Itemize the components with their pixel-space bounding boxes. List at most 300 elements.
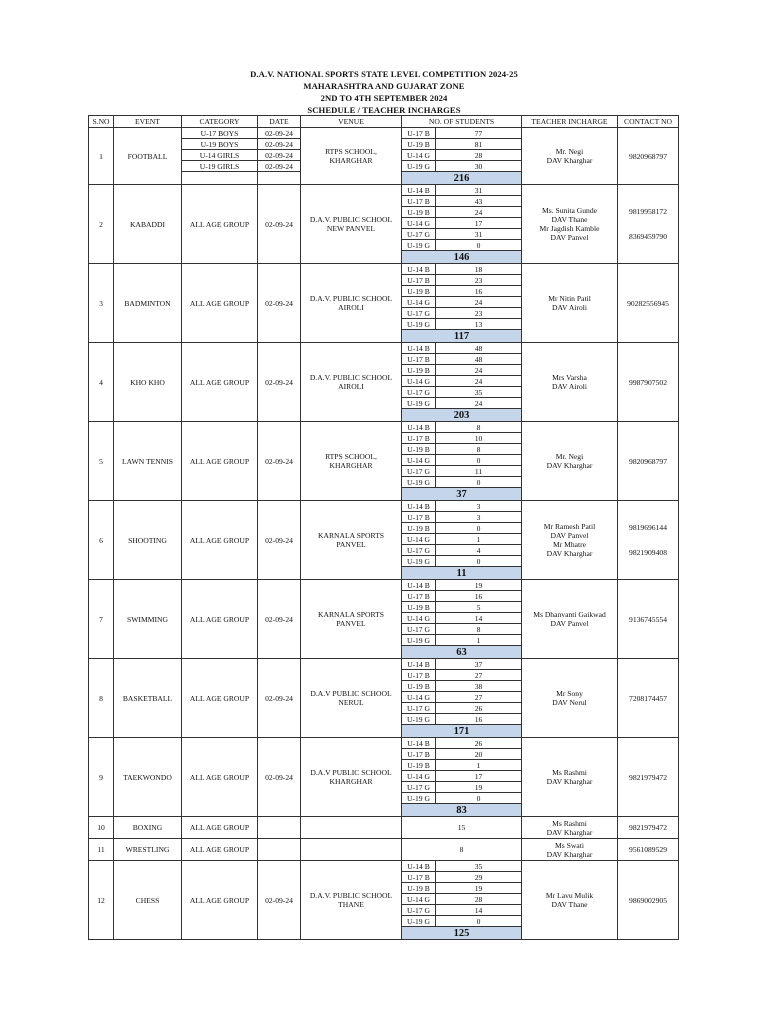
col-sno: S.NO — [89, 116, 114, 128]
group-cell: U-17 B — [402, 128, 436, 139]
venue-cell — [301, 659, 402, 738]
teacher-cell — [522, 817, 618, 839]
contact-line: 9136745554 — [629, 614, 667, 624]
table-row — [89, 343, 679, 354]
date-cell: 02-09-24 — [258, 161, 301, 172]
teacher-line: Ms Swati — [555, 840, 584, 850]
teacher-line: Mr Mhatre — [552, 540, 587, 549]
sno-cell: 3 — [89, 264, 114, 343]
group-cell: U-19 G — [402, 161, 436, 172]
group-cell: U-14 G — [402, 218, 436, 229]
count-cell: 0 — [436, 916, 522, 927]
group-cell: U-14 B — [402, 580, 436, 591]
venue-line: KHARGHAR — [329, 461, 373, 470]
col-contact: CONTACT NO — [618, 116, 679, 128]
contact-line: 9869002905 — [629, 895, 667, 905]
count-cell: 16 — [436, 714, 522, 725]
count-cell: 48 — [436, 343, 522, 354]
contact-line: 9561089529 — [629, 845, 667, 854]
count-cell: 19 — [436, 782, 522, 793]
venue-cell — [301, 839, 402, 861]
count-cell: 8 — [402, 839, 522, 861]
count-cell: 35 — [436, 861, 522, 872]
venue-cell — [301, 185, 402, 264]
col-date: DATE — [258, 116, 301, 128]
category-cell: ALL AGE GROUP — [182, 861, 258, 940]
group-cell: U-17 B — [402, 872, 436, 883]
count-cell: 11 — [436, 466, 522, 477]
teacher-line: DAV Kharghar — [546, 549, 593, 558]
group-cell: U-19 G — [402, 793, 436, 804]
venue-cell — [301, 501, 402, 580]
group-cell: U-19 G — [402, 398, 436, 409]
group-cell: U-14 G — [402, 376, 436, 387]
venue-line: KARNALA SPORTS — [317, 610, 384, 619]
group-cell: U-17 B — [402, 433, 436, 444]
category-cell: ALL AGE GROUP — [182, 839, 258, 861]
event-cell: TAEKWONDO — [114, 738, 182, 817]
group-cell: U-14 G — [402, 771, 436, 782]
category-cell: ALL AGE GROUP — [182, 738, 258, 817]
contact-cell — [618, 185, 679, 264]
count-cell: 23 — [436, 308, 522, 319]
group-cell: U-14 G — [402, 455, 436, 466]
group-cell: U-19 G — [402, 319, 436, 330]
count-cell: 28 — [436, 150, 522, 161]
teacher-line: Mr Nitin Patil — [548, 294, 591, 303]
teacher-line: DAV Kharghar — [546, 461, 593, 470]
teacher-cell — [522, 343, 618, 422]
venue-line: THANE — [338, 900, 364, 909]
group-cell: U-14 G — [402, 534, 436, 545]
count-cell: 8 — [436, 444, 522, 455]
count-cell: 18 — [436, 264, 522, 275]
count-cell: 31 — [436, 185, 522, 196]
group-cell: U-19 B — [402, 883, 436, 894]
count-cell: 43 — [436, 196, 522, 207]
count-cell: 15 — [402, 817, 522, 839]
contact-line: 9821909408 — [629, 548, 667, 557]
date-cell: 02-09-24 — [258, 343, 301, 422]
competition-title: D.A.V. NATIONAL SPORTS STATE LEVEL COMPETITION 2024-25 — [250, 69, 518, 79]
count-cell: 0 — [436, 477, 522, 488]
contact-cell — [618, 422, 679, 501]
zone-title: MAHARASHTRA AND GUJARAT ZONE — [303, 81, 465, 91]
event-cell: KHO KHO — [114, 343, 182, 422]
venue-line: D.A.V. PUBLIC SCHOOL — [309, 373, 393, 382]
teacher-line: Mr Lavu Mulik — [545, 891, 594, 900]
contact-cell — [618, 839, 679, 861]
group-cell: U-14 B — [402, 738, 436, 749]
group-cell: U-17 G — [402, 905, 436, 916]
teacher-line: Ms Rashmi — [552, 818, 587, 828]
col-students: NO. OF STUDENTS — [402, 116, 522, 128]
total-cell: 83 — [402, 804, 522, 817]
group-cell: U-14 G — [402, 894, 436, 905]
category-cell: U-14 GIRLS — [182, 150, 258, 161]
venue-cell — [301, 580, 402, 659]
sno-cell: 9 — [89, 738, 114, 817]
contact-cell — [618, 738, 679, 817]
date-blank-cell — [258, 172, 301, 185]
count-cell: 0 — [436, 240, 522, 251]
count-cell: 20 — [436, 749, 522, 760]
venue-line: D.A.V. PUBLIC SCHOOL — [309, 294, 393, 303]
col-teacher: TEACHER INCHARGE — [522, 116, 618, 128]
count-cell: 0 — [436, 556, 522, 567]
venue-cell — [301, 861, 402, 940]
group-cell: U-17 B — [402, 354, 436, 365]
count-cell: 35 — [436, 387, 522, 398]
sno-cell: 4 — [89, 343, 114, 422]
venue-line: D.A.V PUBLIC SCHOOL — [310, 768, 392, 777]
group-cell: U-14 B — [402, 185, 436, 196]
group-cell: U-14 G — [402, 297, 436, 308]
sno-cell: 6 — [89, 501, 114, 580]
contact-cell — [618, 264, 679, 343]
count-cell: 48 — [436, 354, 522, 365]
venue-line: AIROLI — [338, 303, 364, 312]
count-cell: 4 — [436, 545, 522, 556]
group-cell: U-17 B — [402, 275, 436, 286]
teacher-line: Mrs Varsha — [552, 373, 587, 382]
count-cell: 3 — [436, 501, 522, 512]
total-cell: 146 — [402, 251, 522, 264]
count-cell: 27 — [436, 692, 522, 703]
count-cell: 30 — [436, 161, 522, 172]
venue-line: D.A.V. PUBLIC SCHOOL — [309, 891, 393, 900]
group-cell: U-19 B — [402, 444, 436, 455]
schedule-table — [88, 115, 679, 940]
event-cell: KABADDI — [114, 185, 182, 264]
header-row — [89, 116, 679, 128]
category-cell: ALL AGE GROUP — [182, 580, 258, 659]
teacher-line: DAV Airoli — [552, 382, 587, 391]
group-cell: U-17 G — [402, 466, 436, 477]
date-cell: 02-09-24 — [258, 422, 301, 501]
table-row — [89, 264, 679, 275]
group-cell: U-19 G — [402, 635, 436, 646]
sno-cell: 10 — [89, 817, 114, 839]
event-cell: BASKETBALL — [114, 659, 182, 738]
contact-cell — [618, 659, 679, 738]
count-cell: 0 — [436, 455, 522, 466]
sno-cell: 1 — [89, 128, 114, 185]
group-cell: U-14 B — [402, 501, 436, 512]
venue-line: RTPS SCHOOL, — [325, 452, 377, 461]
venue-cell — [301, 738, 402, 817]
teacher-line: DAV Kharghar — [546, 777, 593, 786]
date-cell — [258, 839, 301, 861]
group-cell: U-17 G — [402, 308, 436, 319]
teacher-line: DAV Panvel — [550, 619, 589, 628]
teacher-cell — [522, 422, 618, 501]
venue-line: KARNALA SPORTS — [317, 531, 384, 540]
event-cell: BADMINTON — [114, 264, 182, 343]
count-cell: 16 — [436, 286, 522, 297]
contact-line: 9819958172 — [629, 207, 667, 216]
venue-cell — [301, 264, 402, 343]
teacher-line: Mr Ramesh Patil — [543, 522, 596, 531]
teacher-line: Ms. Sunita Gunde — [541, 206, 598, 215]
group-cell: U-19 B — [402, 139, 436, 150]
category-cell: ALL AGE GROUP — [182, 264, 258, 343]
contact-cell — [618, 817, 679, 839]
event-cell: SWIMMING — [114, 580, 182, 659]
date-range: 2ND TO 4TH SEPTEMBER 2024 — [320, 93, 448, 103]
contact-cell — [618, 501, 679, 580]
group-cell: U-19 B — [402, 602, 436, 613]
sno-cell: 7 — [89, 580, 114, 659]
count-cell: 8 — [436, 422, 522, 433]
group-cell: U-14 B — [402, 659, 436, 670]
contact-line: 7208174457 — [629, 693, 667, 703]
date-cell: 02-09-24 — [258, 861, 301, 940]
group-cell: U-17 G — [402, 229, 436, 240]
count-cell: 17 — [436, 771, 522, 782]
group-cell: U-17 G — [402, 703, 436, 714]
table-row — [89, 501, 679, 512]
teacher-cell — [522, 128, 618, 185]
teacher-line: DAV Kharghar — [546, 827, 593, 837]
category-cell: ALL AGE GROUP — [182, 501, 258, 580]
count-cell: 27 — [436, 670, 522, 681]
group-cell: U-14 G — [402, 692, 436, 703]
contact-cell — [618, 343, 679, 422]
teacher-line: DAV Kharghar — [546, 156, 593, 165]
count-cell: 10 — [436, 433, 522, 444]
teacher-line: DAV Thane — [551, 215, 588, 224]
date-cell: 02-09-24 — [258, 501, 301, 580]
teacher-cell — [522, 185, 618, 264]
group-cell: U-17 B — [402, 670, 436, 681]
group-cell: U-14 B — [402, 343, 436, 354]
group-cell: U-14 B — [402, 861, 436, 872]
count-cell: 28 — [436, 894, 522, 905]
sno-cell: 12 — [89, 861, 114, 940]
table-row — [89, 839, 679, 861]
event-cell: FOOTBALL — [114, 128, 182, 185]
date-cell: 02-09-24 — [258, 185, 301, 264]
sno-cell: 8 — [89, 659, 114, 738]
contact-line: 9820968797 — [629, 151, 667, 161]
venue-line: PANVEL — [336, 540, 366, 549]
table-row — [89, 738, 679, 749]
group-cell: U-19 G — [402, 477, 436, 488]
teacher-line: Mr Sony — [556, 689, 583, 698]
count-cell: 31 — [436, 229, 522, 240]
total-cell: 37 — [402, 488, 522, 501]
group-cell: U-14 B — [402, 264, 436, 275]
total-cell: 117 — [402, 330, 522, 343]
event-cell: WRESTLING — [114, 839, 182, 861]
total-cell: 63 — [402, 646, 522, 659]
venue-line: KHARGHAR — [329, 777, 373, 786]
count-cell: 16 — [436, 591, 522, 602]
category-cell: U-19 BOYS — [182, 139, 258, 150]
group-cell: U-19 B — [402, 681, 436, 692]
table-row — [89, 580, 679, 591]
group-cell: U-17 G — [402, 387, 436, 398]
contact-cell — [618, 580, 679, 659]
teacher-cell — [522, 501, 618, 580]
category-cell: ALL AGE GROUP — [182, 659, 258, 738]
group-cell: U-19 B — [402, 286, 436, 297]
contact-line: 9987907502 — [629, 377, 667, 387]
venue-line: NERUL — [338, 698, 364, 707]
count-cell: 14 — [436, 905, 522, 916]
count-cell: 26 — [436, 738, 522, 749]
col-category: CATEGORY — [182, 116, 258, 128]
teacher-line: DAV Airoli — [552, 303, 587, 312]
venue-line: AIROLI — [338, 382, 364, 391]
count-cell: 1 — [436, 534, 522, 545]
venue-line: PANVEL — [336, 619, 366, 628]
teacher-cell — [522, 580, 618, 659]
category-cell: ALL AGE GROUP — [182, 422, 258, 501]
count-cell: 24 — [436, 365, 522, 376]
sno-cell: 5 — [89, 422, 114, 501]
group-cell: U-19 B — [402, 207, 436, 218]
category-cell: U-19 GIRLS — [182, 161, 258, 172]
teacher-line: Mr. Negi — [555, 452, 584, 461]
col-venue: VENUE — [301, 116, 402, 128]
group-cell: U-17 B — [402, 591, 436, 602]
total-cell: 216 — [402, 172, 522, 185]
total-cell: 203 — [402, 409, 522, 422]
teacher-line: DAV Panvel — [550, 233, 589, 242]
contact-line: 9821979472 — [629, 772, 667, 782]
teacher-line: DAV Kharghar — [546, 849, 593, 859]
count-cell: 8 — [436, 624, 522, 635]
event-cell: BOXING — [114, 817, 182, 839]
col-event: EVENT — [114, 116, 182, 128]
teacher-line: DAV Nerul — [552, 698, 587, 707]
table-row — [89, 185, 679, 196]
table-row — [89, 422, 679, 433]
total-cell: 125 — [402, 927, 522, 940]
teacher-line: Mr. Negi — [555, 147, 584, 156]
venue-cell — [301, 128, 402, 185]
contact-line: 8369459790 — [629, 232, 667, 241]
total-cell: 11 — [402, 567, 522, 580]
group-cell: U-17 B — [402, 196, 436, 207]
count-cell: 14 — [436, 613, 522, 624]
sno-cell: 2 — [89, 185, 114, 264]
group-cell: U-17 B — [402, 512, 436, 523]
count-cell: 1 — [436, 635, 522, 646]
table-row — [89, 659, 679, 670]
teacher-cell — [522, 738, 618, 817]
contact-cell — [618, 861, 679, 940]
table-row — [89, 128, 679, 139]
teacher-cell — [522, 839, 618, 861]
group-cell: U-14 G — [402, 613, 436, 624]
event-cell: SHOOTING — [114, 501, 182, 580]
count-cell: 24 — [436, 398, 522, 409]
venue-cell — [301, 343, 402, 422]
group-cell: U-19 B — [402, 365, 436, 376]
group-cell: U-17 G — [402, 545, 436, 556]
count-cell: 23 — [436, 275, 522, 286]
group-cell: U-14 B — [402, 422, 436, 433]
count-cell: 5 — [436, 602, 522, 613]
table-row — [89, 861, 679, 872]
category-cell: U-17 BOYS — [182, 128, 258, 139]
count-cell: 0 — [436, 793, 522, 804]
count-cell: 24 — [436, 376, 522, 387]
count-cell: 13 — [436, 319, 522, 330]
date-cell: 02-09-24 — [258, 139, 301, 150]
count-cell: 24 — [436, 207, 522, 218]
count-cell: 37 — [436, 659, 522, 670]
group-cell: U-19 G — [402, 240, 436, 251]
category-blank-cell — [182, 172, 258, 185]
teacher-line: Mr Jagdish Kamble — [539, 224, 600, 233]
date-cell — [258, 817, 301, 839]
contact-cell — [618, 128, 679, 185]
total-cell: 171 — [402, 725, 522, 738]
teacher-line: Ms Rashmi — [552, 768, 587, 777]
event-cell: CHESS — [114, 861, 182, 940]
venue-line: RTPS SCHOOL, — [325, 147, 377, 156]
count-cell: 1 — [436, 760, 522, 771]
group-cell: U-19 B — [402, 760, 436, 771]
group-cell: U-17 G — [402, 782, 436, 793]
contact-line: 9821979472 — [629, 823, 667, 832]
group-cell: U-19 B — [402, 523, 436, 534]
date-cell: 02-09-24 — [258, 264, 301, 343]
venue-line: KHARGHAR — [329, 156, 373, 165]
contact-line: 9820968797 — [629, 456, 667, 466]
teacher-cell — [522, 861, 618, 940]
count-cell: 0 — [436, 523, 522, 534]
count-cell: 38 — [436, 681, 522, 692]
table-row — [89, 817, 679, 839]
document-header — [0, 68, 768, 116]
count-cell: 19 — [436, 580, 522, 591]
venue-line: NEW PANVEL — [326, 224, 376, 233]
venue-line: D.A.V PUBLIC SCHOOL — [310, 689, 392, 698]
count-cell: 29 — [436, 872, 522, 883]
count-cell: 3 — [436, 512, 522, 523]
group-cell: U-17 G — [402, 624, 436, 635]
teacher-line: Ms Dhanvanti Gaikwad — [533, 610, 606, 619]
date-cell: 02-09-24 — [258, 150, 301, 161]
schedule-subtitle: SCHEDULE / TEACHER INCHARGES — [307, 105, 461, 115]
contact-line: 90282556945 — [627, 298, 669, 308]
group-cell: U-17 B — [402, 749, 436, 760]
group-cell: U-19 G — [402, 916, 436, 927]
date-cell: 02-09-24 — [258, 128, 301, 139]
date-cell: 02-09-24 — [258, 580, 301, 659]
event-cell: LAWN TENNIS — [114, 422, 182, 501]
group-cell: U-14 G — [402, 150, 436, 161]
group-cell: U-19 G — [402, 714, 436, 725]
teacher-line: DAV Thane — [551, 900, 588, 909]
count-cell: 19 — [436, 883, 522, 894]
teacher-cell — [522, 659, 618, 738]
teacher-cell — [522, 264, 618, 343]
venue-line: D.A.V. PUBLIC SCHOOL — [309, 215, 393, 224]
count-cell: 17 — [436, 218, 522, 229]
count-cell: 24 — [436, 297, 522, 308]
schedule-body — [89, 128, 679, 940]
venue-cell — [301, 422, 402, 501]
count-cell: 77 — [436, 128, 522, 139]
teacher-line: DAV Panvel — [550, 531, 589, 540]
count-cell: 81 — [436, 139, 522, 150]
